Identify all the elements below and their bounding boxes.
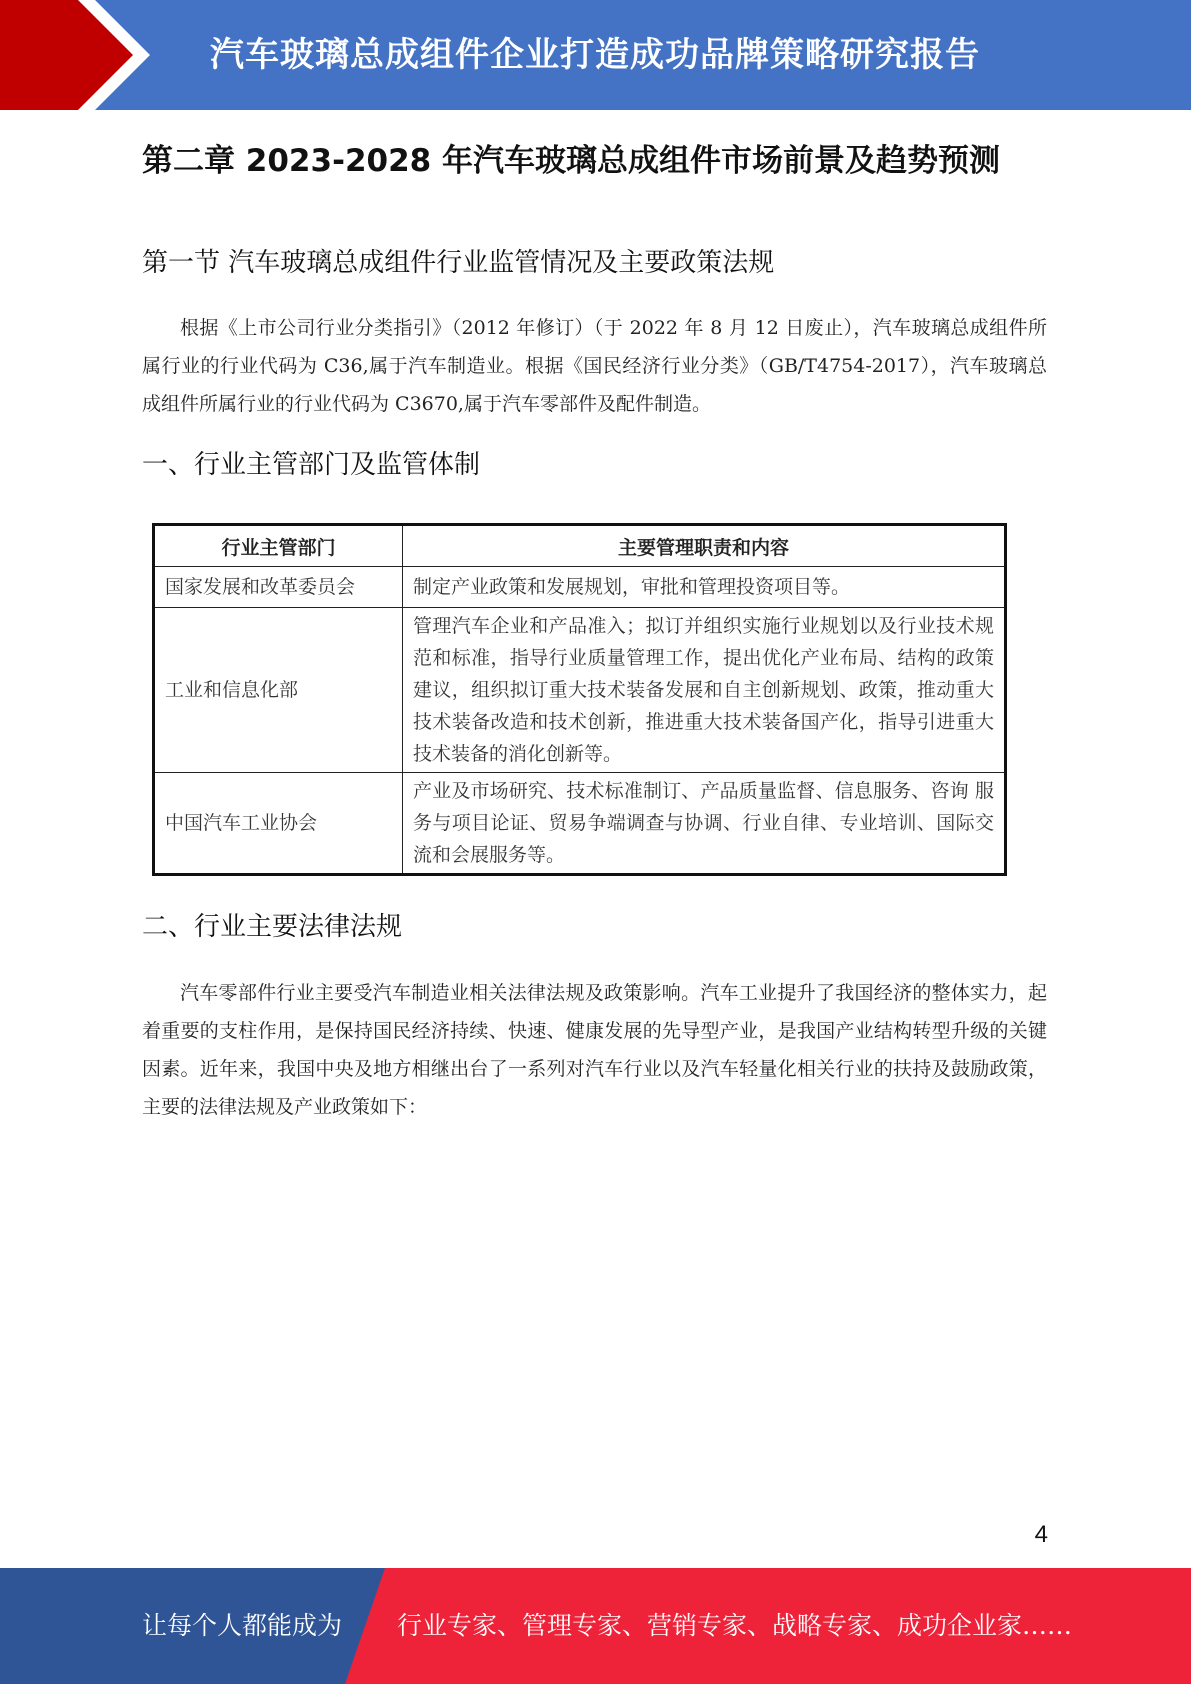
table-row <box>154 567 1006 608</box>
table-cell-duty: 制定产业政策和发展规划，审批和管理投资项目等。 <box>403 567 1006 608</box>
section-title: 第一节 汽车玻璃总成组件行业监管情况及主要政策法规 <box>142 248 775 278</box>
regulator-table <box>152 523 1007 876</box>
footer-slogan-left: 让每个人都能成为 <box>142 1611 343 1640</box>
table-cell-dept: 国家发展和改革委员会 <box>154 567 403 608</box>
table-row <box>154 608 1006 773</box>
part2-paragraph: 汽车零部件行业主要受汽车制造业相关法律法规及政策影响。汽车工业提升了我国经济的整体实力，起着重要的支柱作用，是保持国民经济持续、快速、健康发展的先导型产业，是我国产业结构转型升级的关键因素。近年来，我国中央及地方相继出台了一系列对汽车行业以及汽车轻量化相关行业的扶持及鼓励政策，主要的法律法规及产业政策如下： <box>142 982 1047 1118</box>
intro-paragraph: 根据《上市公司行业分类指引》（2012 年修订）（于 2022 年 8 月 12 日废止），汽车玻璃总成组件所属行业的行业代码为 C36,属于汽车制造业。根据《国民经济行业分类》（GB/T4754-2017），汽车玻璃总成组件所属行业的行业代码为 C3670,属于汽车零部件及配件制造。 <box>142 317 1047 415</box>
table-header-duty: 主要管理职责和内容 <box>403 525 1006 567</box>
footer-banner <box>0 1568 1191 1684</box>
table-cell-dept: 中国汽车工业协会 <box>154 773 403 875</box>
table-cell-dept: 工业和信息化部 <box>154 608 403 773</box>
part2-heading: 二、行业主要法律法规 <box>142 912 403 942</box>
table-header-row <box>154 525 1006 567</box>
table-cell-duty: 产业及市场研究、技术标准制订、产品质量监督、信息服务、咨询 服务与项目论证、贸易争端调查与协调、行业自律、专业培训、国际交流和会展服务等。 <box>403 773 1006 875</box>
part1-heading: 一、行业主管部门及监管体制 <box>142 450 481 480</box>
table-cell-duty: 管理汽车企业和产品准入；拟订并组织实施行业规划以及行业技术规范和标准，指导行业质量管理工作，提出优化产业布局、结构的政策建议，组织拟订重大技术装备发展和自主创新规划、政策，推动重大技术装备改造和技术创新，推进重大技术装备国产化，指导引进重大技术装备的消化创新等。 <box>403 608 1006 773</box>
header-banner <box>0 0 1191 110</box>
table-row <box>154 773 1006 875</box>
page-number: 4 <box>1034 1521 1048 1548</box>
table-header-dept: 行业主管部门 <box>154 525 403 567</box>
report-title: 汽车玻璃总成组件企业打造成功品牌策略研究报告 <box>210 35 980 75</box>
footer-slogan-right: 行业专家、管理专家、营销专家、战略专家、成功企业家…… <box>397 1611 1073 1640</box>
chapter-title: 第二章 2023-2028 年汽车玻璃总成组件市场前景及趋势预测 <box>142 143 1001 179</box>
